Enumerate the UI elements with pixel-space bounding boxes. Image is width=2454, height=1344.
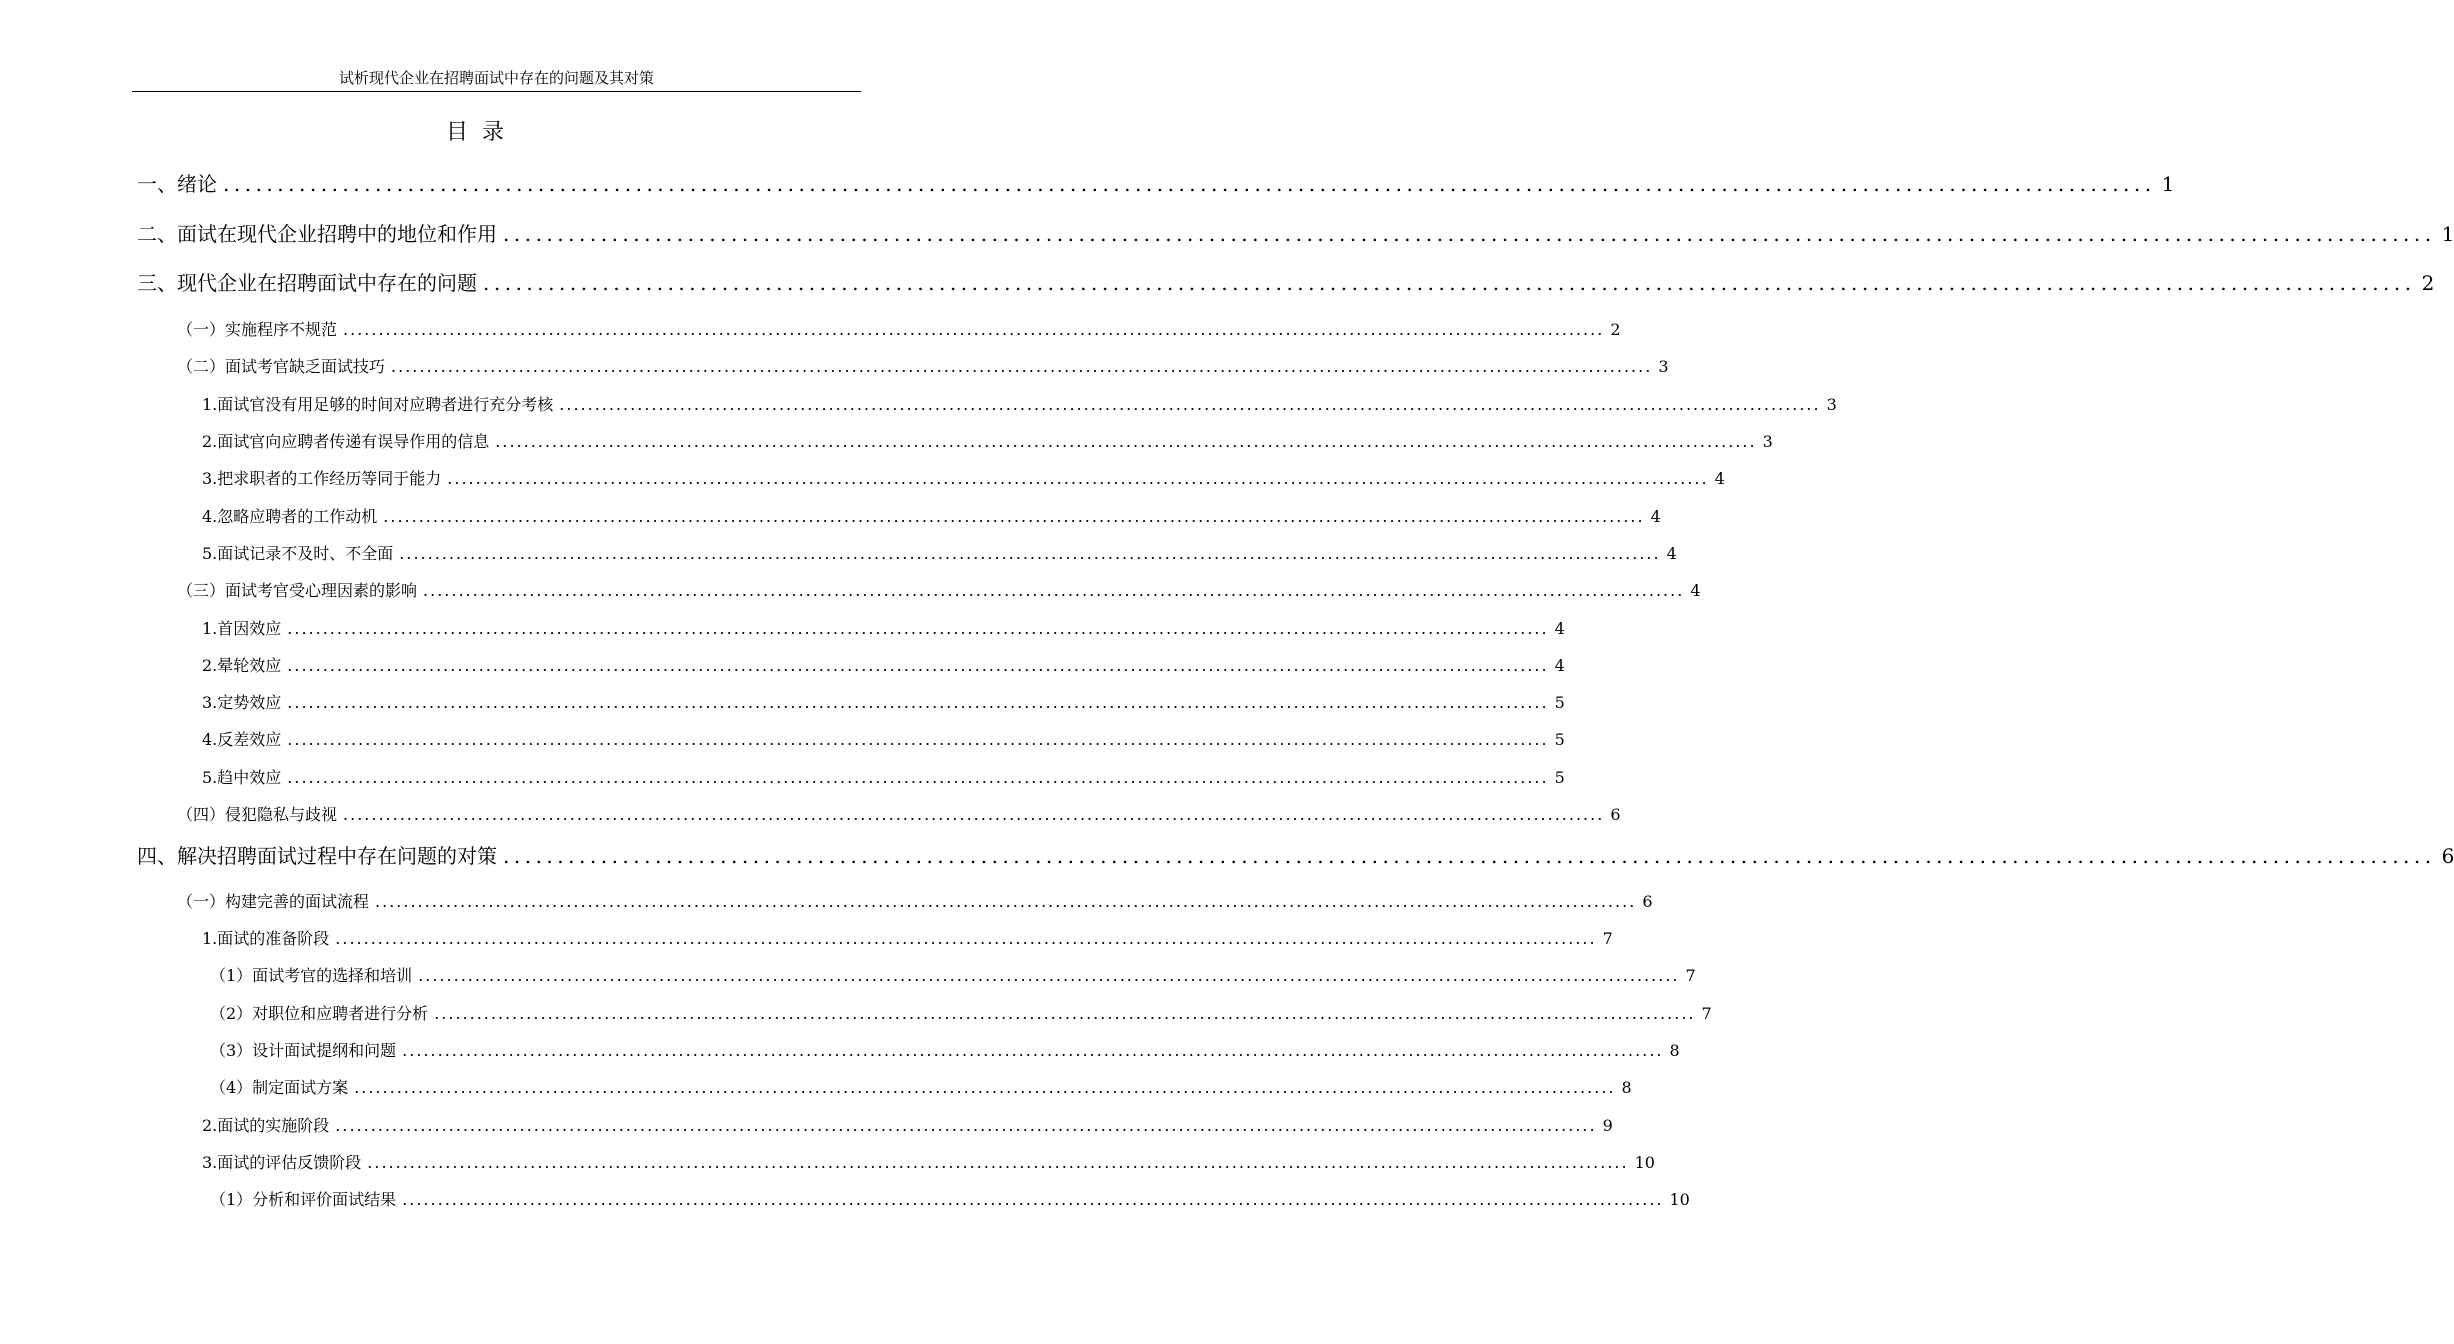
toc-dot-leader: ..................................................................................................................................................................................: [223, 172, 2156, 196]
toc-dot-leader: ..................................................................................................................................................................................: [375, 892, 1637, 911]
toc-entry-page: 6: [1610, 805, 1621, 824]
toc-dot-leader: ..................................................................................................................................................................................: [287, 768, 1549, 787]
toc-entry-label: 2.晕轮效应: [202, 656, 282, 675]
toc-dot-leader: ..................................................................................................................................................................................: [383, 507, 1645, 526]
toc-entry[interactable]: [210, 1187, 1690, 1213]
toc-entry-label: 3.面试的评估反馈阶段: [202, 1153, 362, 1172]
toc-entry[interactable]: [202, 926, 1613, 952]
toc-entry[interactable]: [177, 802, 1621, 828]
toc-entry-page: 3: [1826, 395, 1837, 414]
toc-dot-leader: ..................................................................................................................................................................................: [335, 929, 1597, 948]
toc-entry-label: 二、面试在现代企业招聘中的地位和作用: [137, 222, 497, 246]
toc-entry[interactable]: [177, 578, 1701, 604]
toc-entry-page: 7: [1685, 966, 1696, 985]
toc-entry-page: 7: [1602, 929, 1613, 948]
toc-title: 目录: [445, 120, 518, 145]
toc-entry-label: （2）对职位和应聘者进行分析: [210, 1004, 429, 1023]
toc-dot-leader: ..................................................................................................................................................................................: [391, 357, 1653, 376]
toc-entry-label: 2.面试官向应聘者传递有误导作用的信息: [202, 432, 490, 451]
toc-entry[interactable]: [202, 727, 1565, 753]
toc-entry[interactable]: [202, 541, 1677, 567]
toc-entry-page: 5: [1554, 730, 1565, 749]
toc-entry-label: 5.面试记录不及时、不全面: [202, 544, 394, 563]
toc-entry-page: 1: [2161, 172, 2175, 196]
toc-dot-leader: ..................................................................................................................................................................................: [343, 320, 1605, 339]
toc-entry[interactable]: [177, 889, 1653, 915]
toc-entry-label: （二）面试考官缺乏面试技巧: [177, 357, 386, 376]
toc-dot-leader: ..................................................................................................................................................................................: [402, 1041, 1664, 1060]
toc-dot-leader: ..................................................................................................................................................................................: [287, 730, 1549, 749]
toc-entry-label: 2.面试的实施阶段: [202, 1116, 330, 1135]
toc-entry-label: （三）面试考官受心理因素的影响: [177, 581, 418, 600]
toc-dot-leader: ..................................................................................................................................................................................: [447, 469, 1709, 488]
toc-entry[interactable]: [202, 429, 1773, 455]
toc-entry-label: 三、现代企业在招聘面试中存在的问题: [137, 271, 477, 295]
toc-entry-page: 4: [1554, 656, 1565, 675]
toc-dot-leader: ..................................................................................................................................................................................: [287, 656, 1549, 675]
toc-entry-page: 1: [2441, 222, 2454, 246]
toc-dot-leader: ..................................................................................................................................................................................: [418, 966, 1680, 985]
toc-entry-page: 4: [1714, 469, 1725, 488]
toc-dot-leader: ..................................................................................................................................................................................: [287, 619, 1549, 638]
toc-entry[interactable]: [202, 653, 1565, 679]
toc-entry[interactable]: [210, 1001, 1712, 1027]
toc-entry-page: 2: [2421, 271, 2435, 295]
toc-entry-label: 1.面试官没有用足够的时间对应聘者进行充分考核: [202, 395, 554, 414]
toc-entry[interactable]: [137, 841, 2454, 871]
toc-entry-page: 4: [1554, 619, 1565, 638]
toc-entry-page: 4: [1650, 507, 1661, 526]
toc-entry-page: 5: [1554, 693, 1565, 712]
toc-entry-label: （四）侵犯隐私与歧视: [177, 805, 338, 824]
toc-entry-page: 6: [1642, 892, 1653, 911]
toc-dot-leader: ..................................................................................................................................................................................: [335, 1116, 1597, 1135]
toc-entry[interactable]: [202, 690, 1565, 716]
toc-entry[interactable]: [210, 963, 1696, 989]
toc-dot-leader: ..................................................................................................................................................................................: [434, 1004, 1696, 1023]
toc-entry-label: 5.趋中效应: [202, 768, 282, 787]
toc-entry-label: 1.面试的准备阶段: [202, 929, 330, 948]
toc-dot-leader: ..................................................................................................................................................................................: [367, 1153, 1629, 1172]
toc-entry-label: 一、绪论: [137, 172, 217, 196]
running-header: 试析现代企业在招聘面试中存在的问题及其对策: [338, 69, 654, 87]
toc-dot-leader: ..................................................................................................................................................................................: [402, 1190, 1664, 1209]
toc-entry-page: 8: [1669, 1041, 1680, 1060]
toc-entry-page: 9: [1602, 1116, 1613, 1135]
toc-entry[interactable]: [210, 1038, 1680, 1064]
toc-entry[interactable]: [210, 1075, 1632, 1101]
toc-entry-page: 6: [2441, 844, 2454, 868]
toc-dot-leader: ..................................................................................................................................................................................: [343, 805, 1605, 824]
toc-entry-page: 10: [1669, 1190, 1690, 1209]
toc-entry[interactable]: [177, 317, 1621, 343]
toc-entry-page: 4: [1666, 544, 1677, 563]
toc-entry[interactable]: [202, 392, 1837, 418]
toc-entry[interactable]: [202, 765, 1565, 791]
toc-entry-label: 4.反差效应: [202, 730, 282, 749]
toc-entry-label: （一）实施程序不规范: [177, 320, 338, 339]
toc-entry-page: 3: [1762, 432, 1773, 451]
toc-dot-leader: ..................................................................................................................................................................................: [503, 222, 2436, 246]
toc-entry-page: 5: [1554, 768, 1565, 787]
toc-entry[interactable]: [202, 1113, 1613, 1139]
toc-dot-leader: ..................................................................................................................................................................................: [287, 693, 1549, 712]
toc-entry[interactable]: [137, 219, 2454, 249]
toc-entry-label: （1）面试考官的选择和培训: [210, 966, 413, 985]
toc-entry-label: （3）设计面试提纲和问题: [210, 1041, 397, 1060]
toc-entry-label: 4.忽略应聘者的工作动机: [202, 507, 378, 526]
toc-entry-label: （一）构建完善的面试流程: [177, 892, 370, 911]
toc-dot-leader: ..................................................................................................................................................................................: [399, 544, 1661, 563]
toc-entry-page: 4: [1690, 581, 1701, 600]
toc-entry-label: （1）分析和评价面试结果: [210, 1190, 397, 1209]
toc-dot-leader: ..................................................................................................................................................................................: [423, 581, 1685, 600]
toc-entry[interactable]: [202, 616, 1565, 642]
toc-entry-page: 8: [1621, 1078, 1632, 1097]
toc-entry-label: 3.把求职者的工作经历等同于能力: [202, 469, 442, 488]
toc-entry[interactable]: [137, 268, 2435, 298]
toc-entry-label: 四、解决招聘面试过程中存在问题的对策: [137, 844, 497, 868]
toc-entry[interactable]: [177, 354, 1669, 380]
toc-entry-label: 1.首因效应: [202, 619, 282, 638]
toc-entry-label: （4）制定面试方案: [210, 1078, 349, 1097]
toc-dot-leader: ..................................................................................................................................................................................: [354, 1078, 1616, 1097]
toc-entry[interactable]: [202, 504, 1661, 530]
toc-dot-leader: ..................................................................................................................................................................................: [559, 395, 1821, 414]
toc-entry-page: 10: [1634, 1153, 1655, 1172]
toc-dot-leader: ..................................................................................................................................................................................: [503, 844, 2436, 868]
toc-entry-page: 3: [1658, 357, 1669, 376]
toc-entry[interactable]: [137, 169, 2175, 199]
header-rule: [132, 91, 861, 92]
toc-dot-leader: ..................................................................................................................................................................................: [483, 271, 2416, 295]
toc-dot-leader: ..................................................................................................................................................................................: [495, 432, 1757, 451]
toc-entry[interactable]: [202, 1150, 1655, 1176]
toc-entry[interactable]: [202, 466, 1725, 492]
toc-entry-page: 7: [1701, 1004, 1712, 1023]
toc-entry-page: 2: [1610, 320, 1621, 339]
toc-entry-label: 3.定势效应: [202, 693, 282, 712]
